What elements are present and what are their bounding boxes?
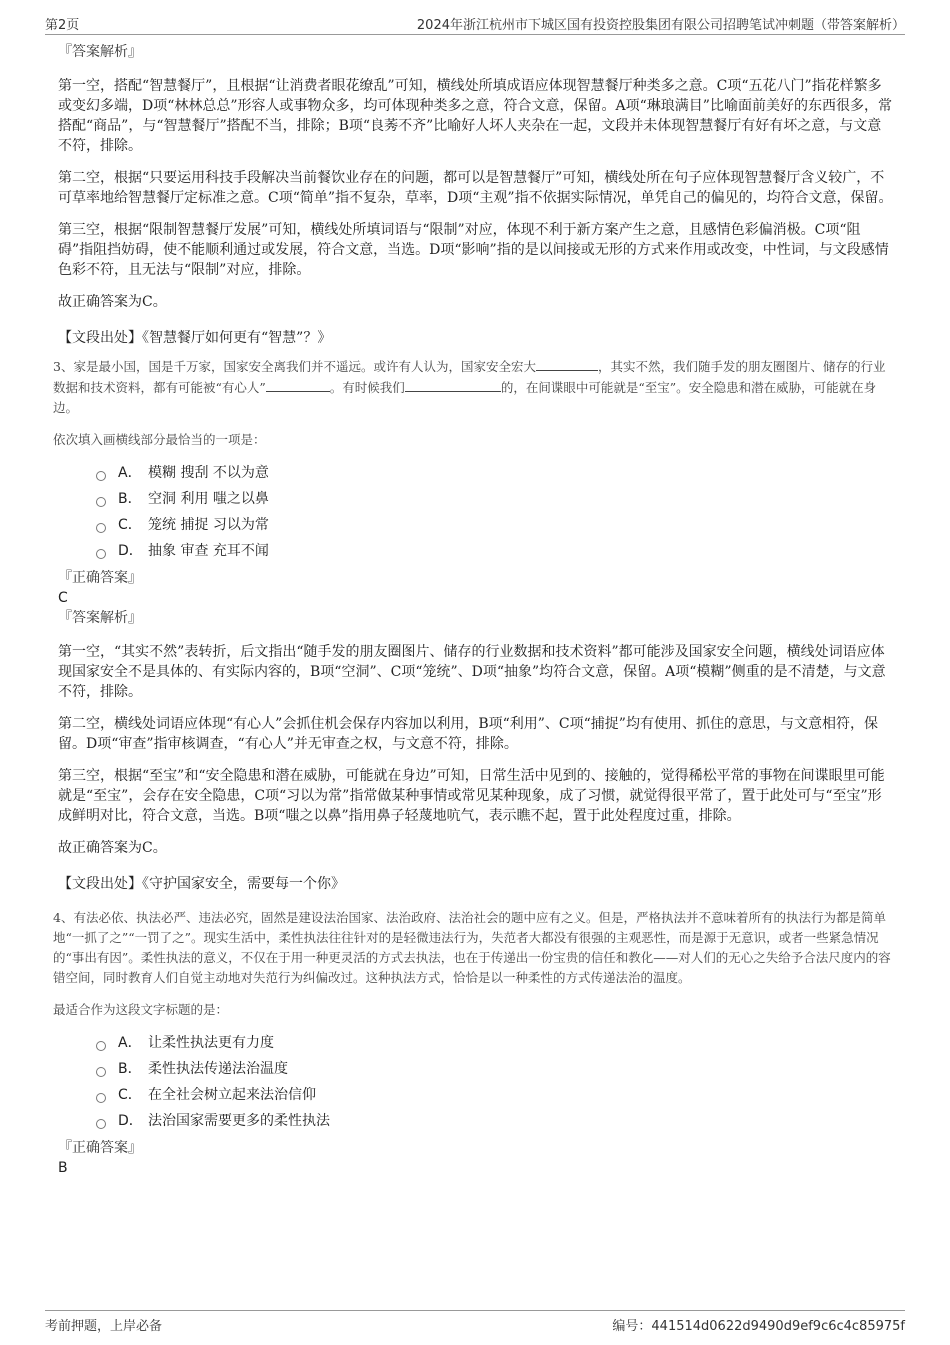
document-id: 编号：441514d0622d9490d9ef9c6c4c85975f (612, 1319, 905, 1334)
radio-icon[interactable] (96, 471, 106, 481)
page-number: 第2页 (45, 18, 80, 33)
q4-stem: 4、有法必依、执法必严、违法必究，固然是建设法治国家、法治政府、法治社会的题中应有之义。但是，严格执法并不意味着所有的执法行为都是简单地“一抓了之”“一罚了之”。现实生活中，柔性执法往往针对的是轻微违法行为，失范者大都没有很强的主观恶性，而是源于无意识，或者一些紧急情况的“事出有因”。柔性执法的意义，不仅在于用一种更灵活的方式去执法，也在于传递出一份宝贵的信任和教化——对人们的无心之失给予合法尺度内的容错空间，同时教育人们自觉主动地对失范行为纠偏改过。这种执法方式，恰恰是以一种柔性的方式传递法治的温度。 (53, 910, 891, 985)
radio-icon[interactable] (96, 497, 106, 507)
q3-option-c[interactable]: C． 笼统 捕捉 习以为常 (96, 512, 894, 538)
footer-slogan: 考前押题，上岸必备 (45, 1319, 163, 1334)
q3-option-d[interactable]: D． 抽象 审查 充耳不闻 (96, 538, 894, 564)
q4-option-d[interactable]: D． 法治国家需要更多的柔性执法 (96, 1108, 894, 1134)
q3-prompt: 依次填入画横线部分最恰当的一项是： (53, 432, 266, 447)
q3-options (96, 460, 894, 564)
q4-option-c[interactable]: C． 在全社会树立起来法治信仰 (96, 1082, 894, 1108)
q3-option-a[interactable]: A． 模糊 搜刮 不以为意 (96, 460, 894, 486)
q2-conclusion: 故正确答案为C。 (58, 294, 167, 310)
q3-analysis-paragraph-2: 第二空，横线处词语应体现“有心人”会抓住机会保存内容加以利用，B项“利用”、C项“捕捉”均有使用、抓住的意思，与文意相符，保留。D项“审查”指审核调查，“有心人”并无审查之权，与文意不符，排除。 (58, 716, 878, 752)
answer-label: 『正确答案』 (58, 570, 142, 586)
q3-analysis-paragraph-3: 第三空，根据“至宝”和“安全隐患和潜在威胁，可能就在身边”可知，日常生活中见到的、接触的，觉得稀松平常的事物在间谍眼里可能就是“至宝”，会存在安全隐患，C项“习以为常”指常做某种事情或常见某种现象，成了习惯，就觉得很平常了，置于此处可与“至宝”形成鲜明对比，符合文意，当选。B项“嗤之以鼻”指用鼻子轻蔑地吭气，表示瞧不起，置于此处程度过重，排除。 (58, 768, 885, 824)
blank-3 (405, 377, 501, 392)
document-body (53, 42, 894, 1178)
q3-source: 【文段出处】《守护国家安全，需要每一个你》 (58, 876, 345, 892)
analysis-label: 『答案解析』 (58, 44, 142, 60)
q2-analysis-paragraph-3: 第三空，根据“限制智慧餐厅发展”可知，横线处所填词语与“限制”对应，体现不利于新方案产生之意，且感情色彩偏消极。C项“阻碍”指阻挡妨碍，使不能顺利通过或发展，符合文意，当选。D项“影响”指的是以间接或无形的方式来作用或改变，中性词，与文段感情色彩不符，且无法与“限制”对应，排除。 (58, 222, 889, 278)
blank-2 (266, 377, 330, 392)
document-title: 2024年浙江杭州市下城区国有投资控股集团有限公司招聘笔试冲刺题（带答案解析） (416, 18, 905, 33)
radio-icon[interactable] (96, 1041, 106, 1051)
radio-icon[interactable] (96, 1093, 106, 1103)
q3-answer: C (58, 590, 68, 606)
q4-answer: B (58, 1160, 68, 1176)
q4-option-a[interactable]: A． 让柔性执法更有力度 (96, 1030, 894, 1056)
radio-icon[interactable] (96, 1119, 106, 1129)
radio-icon[interactable] (96, 1067, 106, 1077)
q2-analysis-paragraph-2: 第二空，根据“只要运用科技手段解决当前餐饮业存在的问题，都可以是智慧餐厅”可知，横线处所在句子应体现智慧餐厅含义较广，不可草率地给智慧餐厅定标准之意。C项“简单”指不复杂，草率，D项“主观”指不依据实际情况，单凭自己的偏见的，均符合文意，保留。 (58, 170, 893, 206)
page-footer (45, 1310, 905, 1333)
q3-stem: 3、家是最小国，国是千万家，国家安全离我们并不遥远。或许有人认为，国家安全宏大 ，其实不然，我们随手发的朋友圈图片、储存的行业数据和技术资料，都有可能被“有心人” 。有时候我们 的，在间谍眼中可能就是“至宝”。安全隐患和潜在威胁，可能就在身边。 (53, 356, 894, 418)
page-header (45, 12, 905, 35)
q3-analysis-paragraph-1: 第一空，“其实不然”表转折，后文指出“随手发的朋友圈图片、储存的行业数据和技术资料”都可能涉及国家安全问题，横线处词语应体现国家安全不是具体的、有实际内容的，B项“空洞”、C项“笼统”、D项“抽象”均符合文意，保留。A项“模糊”侧重的是不清楚，与文意不符，排除。 (58, 644, 886, 700)
q3-conclusion: 故正确答案为C。 (58, 840, 167, 856)
q4-options (96, 1030, 894, 1134)
q3-option-b[interactable]: B． 空洞 利用 嗤之以鼻 (96, 486, 894, 512)
analysis-label: 『答案解析』 (58, 610, 142, 626)
q2-source: 【文段出处】《智慧餐厅如何更有“智慧”？》 (58, 330, 332, 346)
answer-label: 『正确答案』 (58, 1140, 142, 1156)
blank-1 (536, 356, 598, 371)
radio-icon[interactable] (96, 549, 106, 559)
q4-prompt: 最适合作为这段文字标题的是： (53, 1002, 229, 1017)
q4-option-b[interactable]: B． 柔性执法传递法治温度 (96, 1056, 894, 1082)
radio-icon[interactable] (96, 523, 106, 533)
q2-analysis-paragraph-1: 第一空，搭配“智慧餐厅”，且根据“让消费者眼花缭乱”可知，横线处所填成语应体现智慧餐厅种类多之意。C项“五花八门”指花样繁多或变幻多端，D项“林林总总”形容人或事物众多，均可体现种类多之意，符合文意，保留。A项“琳琅满目”比喻面前美好的东西很多，常搭配“商品”，与“智慧餐厅”搭配不当，排除；B项“良莠不齐”比喻好人坏人夹杂在一起，文段并未体现智慧餐厅有好有坏之意，与文意不符，排除。 (58, 78, 892, 154)
